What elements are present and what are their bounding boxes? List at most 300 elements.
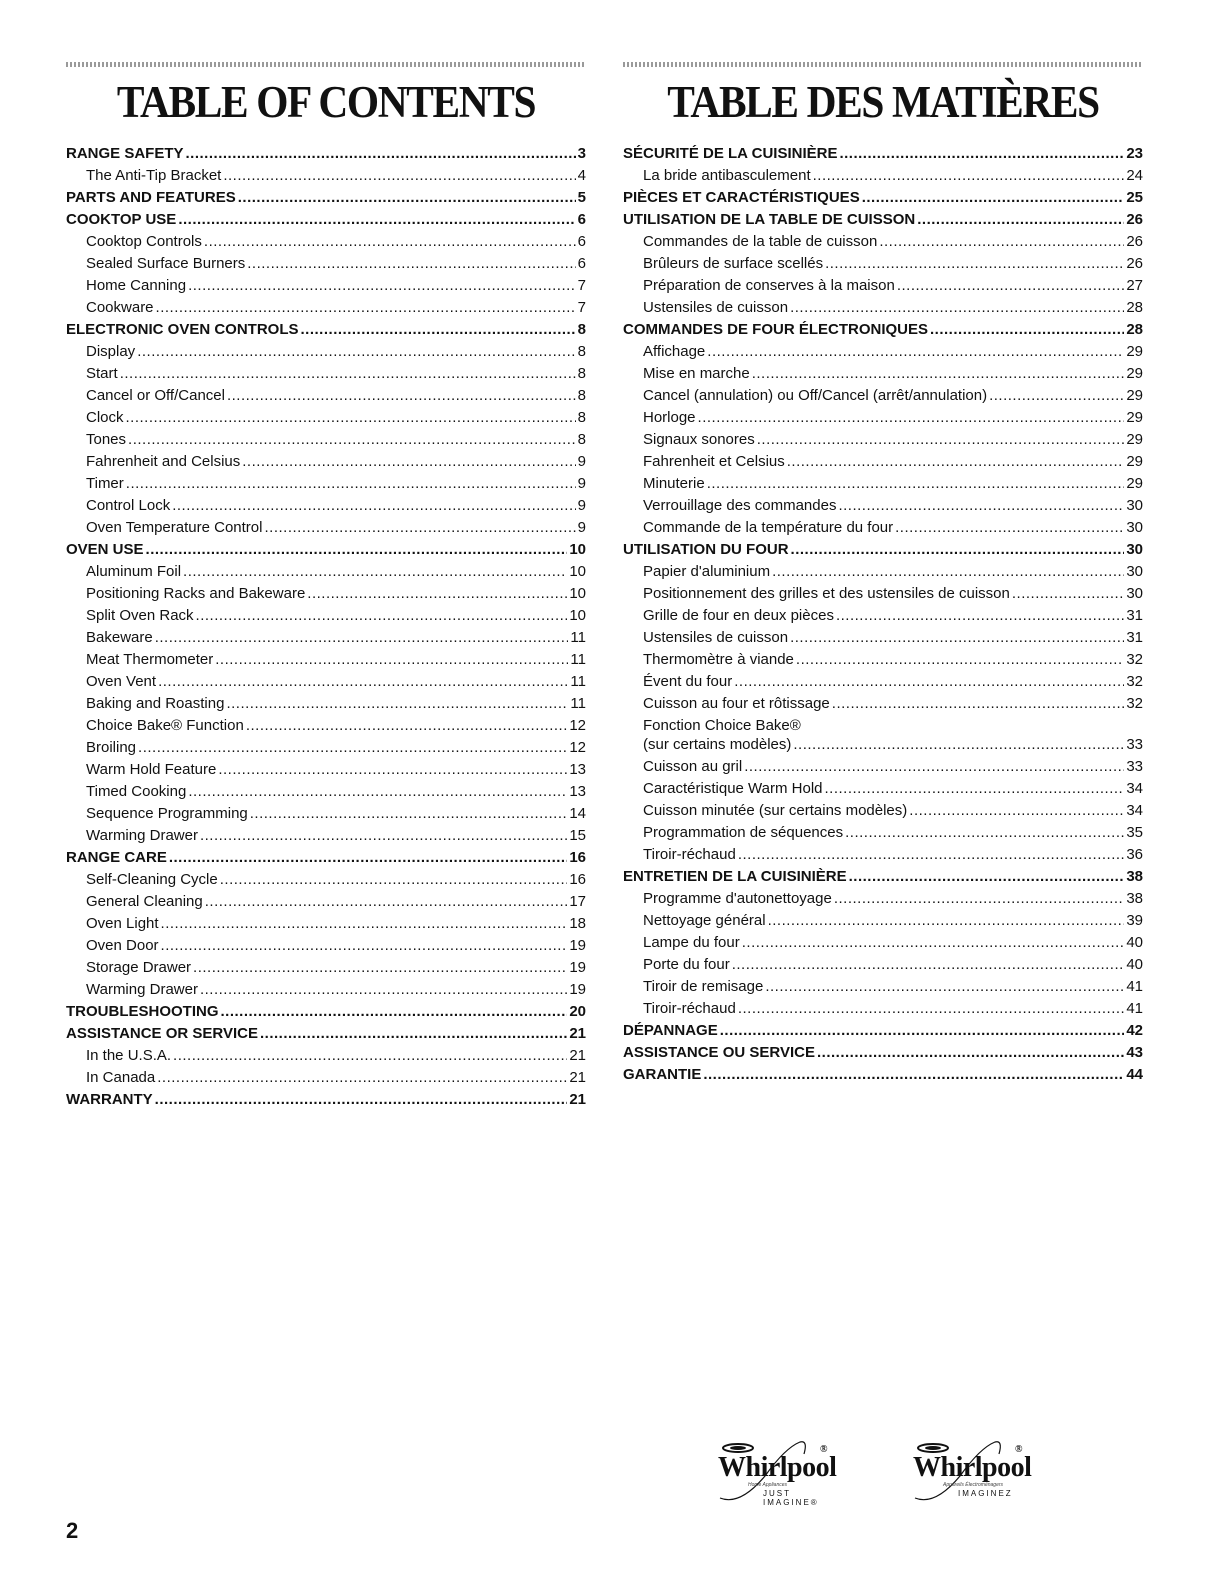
dot-leader <box>193 959 567 976</box>
toc-entry-text: Clock <box>86 409 124 426</box>
toc-subentry <box>623 824 1143 846</box>
toc-subentry <box>66 299 586 321</box>
toc-section-entry <box>66 211 586 233</box>
brand-subline: Home Appliances <box>748 1482 788 1488</box>
toc-page-number: 26 <box>1126 211 1143 228</box>
toc-entry-text: TROUBLESHOOTING <box>66 1003 219 1020</box>
toc-entry-text: Évent du four <box>643 673 733 690</box>
toc-page-number: 11 <box>570 695 586 712</box>
toc-subentry <box>66 805 586 827</box>
brand-tagline: IMAGINEZ <box>958 1489 1013 1498</box>
toc-entry-text: Storage Drawer <box>86 959 192 976</box>
toc-entry-text: WARRANTY <box>66 1091 153 1108</box>
toc-subentry <box>623 717 1143 736</box>
toc-section-entry <box>66 541 586 563</box>
toc-section-entry <box>623 868 1143 890</box>
toc-page-number: 3 <box>577 145 586 162</box>
toc-entry-text: Préparation de conserves à la maison <box>643 277 895 294</box>
toc-section-entry <box>66 1003 586 1025</box>
toc-entry-text: ELECTRONIC OVEN CONTROLS <box>66 321 299 338</box>
toc-subentry <box>66 673 586 695</box>
toc-entry-text: COMMANDES DE FOUR ÉLECTRONIQUES <box>623 321 929 338</box>
toc-entry-text: PARTS AND FEATURES <box>66 189 236 206</box>
toc-page-number: 14 <box>569 805 586 822</box>
dot-leader <box>155 1091 568 1108</box>
top-dotted-rule <box>66 62 586 67</box>
toc-entry-text: COOKTOP USE <box>66 211 177 228</box>
toc-page-number: 12 <box>569 717 586 734</box>
toc-entry-text: Cuisson au gril <box>643 758 743 775</box>
toc-page-number: 28 <box>1126 299 1143 316</box>
toc-entry-text: In Canada <box>86 1069 156 1086</box>
toc-entries-english <box>66 145 586 1113</box>
toc-entry-text: General Cleaning <box>86 893 203 910</box>
toc-page-number: 29 <box>1126 343 1143 360</box>
toc-subentry <box>623 736 1143 758</box>
dot-leader <box>260 1025 567 1042</box>
toc-subentry <box>66 651 586 673</box>
toc-entry-text: UTILISATION DU FOUR <box>623 541 789 558</box>
toc-entry-text: SÉCURITÉ DE LA CUISINIÈRE <box>623 145 838 162</box>
dot-leader <box>836 607 1124 624</box>
toc-page-number: 29 <box>1126 409 1143 426</box>
toc-entry-text: Warm Hold Feature <box>86 761 217 778</box>
toc-subentry <box>623 934 1143 956</box>
toc-page-number: 10 <box>569 563 586 580</box>
toc-subentry <box>623 780 1143 802</box>
dot-leader <box>790 629 1124 646</box>
toc-page-number: 35 <box>1126 824 1143 841</box>
dot-leader <box>703 1066 1124 1083</box>
toc-subentry <box>623 431 1143 453</box>
toc-entry-text: OVEN USE <box>66 541 144 558</box>
toc-page-number: 40 <box>1126 934 1143 951</box>
toc-subentry <box>66 387 586 409</box>
toc-entry-text: Aluminum Foil <box>86 563 182 580</box>
whirlpool-logo-english <box>700 1436 850 1508</box>
toc-entry-text: Cancel or Off/Cancel <box>86 387 225 404</box>
toc-entry-text: Programme d'autonettoyage <box>643 890 832 907</box>
dot-leader <box>849 868 1125 885</box>
toc-subentry <box>623 956 1143 978</box>
dot-leader <box>246 717 568 734</box>
dot-leader <box>188 277 576 294</box>
dot-leader <box>817 1044 1124 1061</box>
toc-page-number: 26 <box>1126 233 1143 250</box>
toc-page-number: 30 <box>1126 541 1143 558</box>
toc-subentry <box>623 387 1143 409</box>
dot-leader <box>205 893 568 910</box>
toc-entry-text: Cooktop Controls <box>86 233 202 250</box>
toc-page-number: 9 <box>577 519 586 536</box>
dot-leader <box>200 981 567 998</box>
brand-wordmark: Whirlpool <box>913 1452 1032 1483</box>
dot-leader <box>161 937 568 954</box>
toc-page-number: 39 <box>1126 912 1143 929</box>
toc-entry-text: Fonction Choice Bake® <box>643 717 801 734</box>
toc-entry-text: Brûleurs de surface scellés <box>643 255 824 272</box>
dot-leader <box>220 871 568 888</box>
toc-entry-text: Split Oven Rack <box>86 607 194 624</box>
toc-subentry <box>66 475 586 497</box>
toc-entry-text: Warming Drawer <box>86 981 198 998</box>
toc-page-number: 8 <box>577 343 586 360</box>
toc-subentry <box>66 585 586 607</box>
toc-entry-text: DÉPANNAGE <box>623 1022 718 1039</box>
toc-entry-text: RANGE CARE <box>66 849 167 866</box>
toc-page-number: 6 <box>577 233 586 250</box>
toc-page-number: 29 <box>1126 475 1143 492</box>
dot-leader <box>238 189 576 206</box>
toc-subentry <box>66 497 586 519</box>
toc-entry-text: Signaux sonores <box>643 431 755 448</box>
dot-leader <box>138 739 567 756</box>
dot-leader <box>838 497 1124 514</box>
dot-leader <box>250 805 568 822</box>
dot-leader <box>126 409 576 426</box>
toc-subentry <box>623 978 1143 1000</box>
toc-entry-text: Cuisson minutée (sur certains modèles) <box>643 802 908 819</box>
dot-leader <box>742 934 1125 951</box>
dot-leader <box>301 321 576 338</box>
toc-entry-text: Minuterie <box>643 475 705 492</box>
dot-leader <box>196 607 568 624</box>
toc-english-column <box>66 62 586 1113</box>
dot-leader <box>155 629 569 646</box>
toc-subentry <box>623 802 1143 824</box>
dot-leader <box>186 145 576 162</box>
toc-entry-text: Papier d'aluminium <box>643 563 771 580</box>
toc-page-number: 42 <box>1126 1022 1143 1039</box>
toc-page-number: 8 <box>577 409 586 426</box>
toc-title-french: TABLE DES MATIÈRES <box>667 77 1099 127</box>
toc-subentry <box>66 607 586 629</box>
dot-leader <box>183 563 567 580</box>
toc-page-number: 7 <box>577 277 586 294</box>
toc-section-entry <box>623 321 1143 343</box>
dot-leader <box>862 189 1125 206</box>
toc-entry-text: Caractéristique Warm Hold <box>643 780 823 797</box>
dot-leader <box>825 255 1124 272</box>
dot-leader <box>732 956 1125 973</box>
page-number: 2 <box>66 1518 79 1543</box>
toc-entry-text: Oven Vent <box>86 673 157 690</box>
toc-subentry <box>66 695 586 717</box>
toc-page-number: 38 <box>1126 890 1143 907</box>
dot-leader <box>813 167 1125 184</box>
toc-entry-text: ASSISTANCE OR SERVICE <box>66 1025 258 1042</box>
toc-entry-text: Positionnement des grilles et des ustensiles de cuisson <box>643 585 1010 602</box>
toc-page-number: 11 <box>570 629 586 646</box>
dot-leader <box>227 387 576 404</box>
registered-mark: ® <box>820 1444 827 1455</box>
toc-entry-text: Porte du four <box>643 956 730 973</box>
toc-page-number: 32 <box>1126 673 1143 690</box>
dot-leader <box>221 1003 568 1020</box>
toc-subentry <box>66 827 586 849</box>
toc-subentry <box>66 343 586 365</box>
toc-french-column <box>623 62 1143 1088</box>
toc-subentry <box>623 497 1143 519</box>
toc-page-number: 5 <box>577 189 586 206</box>
toc-section-entry <box>623 189 1143 211</box>
dot-leader <box>930 321 1124 338</box>
toc-subentry <box>623 890 1143 912</box>
toc-entry-text: Commandes de la table de cuisson <box>643 233 878 250</box>
toc-section-entry <box>623 1066 1143 1088</box>
toc-page-number: 32 <box>1126 695 1143 712</box>
toc-page-number: 13 <box>569 761 586 778</box>
toc-page-number: 32 <box>1126 651 1143 668</box>
dot-leader <box>895 519 1124 536</box>
dot-leader <box>169 849 567 866</box>
toc-section-entry <box>66 849 586 871</box>
dot-leader <box>157 1069 567 1086</box>
toc-entry-text: Self-Cleaning Cycle <box>86 871 218 888</box>
toc-page-number: 9 <box>577 475 586 492</box>
toc-page-number: 12 <box>569 739 586 756</box>
toc-subentry <box>623 365 1143 387</box>
toc-section-entry <box>66 145 586 167</box>
toc-entry-text: Ustensiles de cuisson <box>643 629 789 646</box>
toc-page-number: 20 <box>569 1003 586 1020</box>
dot-leader <box>772 563 1124 580</box>
toc-entry-text: Horloge <box>643 409 696 426</box>
toc-subentry <box>66 629 586 651</box>
toc-page-number: 18 <box>569 915 586 932</box>
toc-page-number: 40 <box>1126 956 1143 973</box>
dot-leader <box>158 673 568 690</box>
toc-page-number: 19 <box>569 959 586 976</box>
toc-page-number: 6 <box>577 255 586 272</box>
toc-page-number: 31 <box>1126 629 1143 646</box>
toc-subentry <box>623 651 1143 673</box>
dot-leader <box>790 299 1124 316</box>
dot-leader <box>834 890 1125 907</box>
toc-page-number: 43 <box>1126 1044 1143 1061</box>
toc-entry-text: Cuisson au four et rôtissage <box>643 695 830 712</box>
toc-page-number: 30 <box>1126 519 1143 536</box>
toc-page-number: 6 <box>577 211 586 228</box>
brand-subline: Appareils Électroménagers <box>943 1482 1004 1488</box>
toc-section-entry <box>66 1091 586 1113</box>
toc-subentry <box>66 981 586 1003</box>
toc-subentry <box>623 673 1143 695</box>
toc-entry-text: Sequence Programming <box>86 805 248 822</box>
toc-page-number: 23 <box>1126 145 1143 162</box>
toc-subentry <box>66 959 586 981</box>
toc-entry-text: Mise en marche <box>643 365 750 382</box>
brand-tagline: JUST IMAGINE® <box>763 1489 819 1507</box>
toc-page-number: 8 <box>577 321 586 338</box>
dot-leader <box>264 519 575 536</box>
dot-leader <box>307 585 567 602</box>
toc-entry-text: Affichage <box>643 343 706 360</box>
toc-page-number: 11 <box>570 673 586 690</box>
toc-page-number: 16 <box>569 871 586 888</box>
toc-entry-text: Tiroir de remisage <box>643 978 764 995</box>
toc-page-number: 11 <box>570 651 586 668</box>
registered-mark: ® <box>1015 1444 1022 1455</box>
toc-page-number: 31 <box>1126 607 1143 624</box>
toc-subentry <box>623 453 1143 475</box>
toc-page-number: 33 <box>1126 758 1143 775</box>
toc-page-number: 41 <box>1126 978 1143 995</box>
dot-leader <box>768 912 1125 929</box>
toc-entry-text: ASSISTANCE OU SERVICE <box>623 1044 815 1061</box>
toc-page-number: 21 <box>569 1025 586 1042</box>
toc-entry-text: Baking and Roasting <box>86 695 225 712</box>
toc-subentry <box>66 871 586 893</box>
toc-subentry <box>66 761 586 783</box>
dot-leader <box>178 211 575 228</box>
toc-subentry <box>66 1047 586 1069</box>
toc-page-number: 10 <box>569 607 586 624</box>
toc-subentry <box>66 783 586 805</box>
toc-page-number: 21 <box>569 1047 586 1064</box>
toc-page-number: 26 <box>1126 255 1143 272</box>
toc-page-number: 29 <box>1126 365 1143 382</box>
dot-leader <box>707 343 1124 360</box>
toc-subentry <box>66 893 586 915</box>
toc-entry-text: Choice Bake® Function <box>86 717 244 734</box>
brand-logos <box>700 1436 1060 1516</box>
dot-leader <box>897 277 1125 294</box>
toc-subentry <box>66 365 586 387</box>
toc-entries-french <box>623 145 1143 1088</box>
toc-section-entry <box>623 1022 1143 1044</box>
dot-leader <box>787 453 1125 470</box>
toc-subentry <box>66 717 586 739</box>
toc-subentry <box>66 937 586 959</box>
toc-page-number: 9 <box>577 497 586 514</box>
toc-title-english: TABLE OF CONTENTS <box>116 77 536 127</box>
toc-page-number: 25 <box>1126 189 1143 206</box>
toc-page-number: 29 <box>1126 431 1143 448</box>
dot-leader <box>793 736 1124 753</box>
toc-subentry <box>623 912 1143 934</box>
toc-entry-text: Broiling <box>86 739 137 756</box>
toc-entry-text: Start <box>86 365 118 382</box>
toc-page-number: 24 <box>1126 167 1143 184</box>
dot-leader <box>917 211 1124 228</box>
toc-page-number: 16 <box>569 849 586 866</box>
toc-section-entry <box>623 211 1143 233</box>
dot-leader <box>204 233 576 250</box>
toc-page-number: 44 <box>1126 1066 1143 1083</box>
dot-leader <box>839 145 1124 162</box>
toc-subentry <box>66 277 586 299</box>
toc-section-entry <box>66 189 586 211</box>
toc-entry-text: Cancel (annulation) ou Off/Cancel (arrêt/annulation) <box>643 387 988 404</box>
toc-subentry <box>623 343 1143 365</box>
toc-subentry <box>66 233 586 255</box>
toc-subentry <box>66 409 586 431</box>
toc-page-number: 8 <box>577 431 586 448</box>
toc-entry-text: Warming Drawer <box>86 827 198 844</box>
toc-subentry <box>66 431 586 453</box>
dot-leader <box>698 409 1125 426</box>
toc-subentry <box>623 277 1143 299</box>
toc-entry-text: Thermomètre à viande <box>643 651 794 668</box>
toc-entry-text: Home Canning <box>86 277 187 294</box>
toc-entry-text: UTILISATION DE LA TABLE DE CUISSON <box>623 211 916 228</box>
dot-leader <box>156 299 576 316</box>
toc-subentry <box>66 1069 586 1091</box>
toc-entry-text: Fahrenheit and Celsius <box>86 453 241 470</box>
toc-subentry <box>623 255 1143 277</box>
toc-page-number: 34 <box>1126 780 1143 797</box>
toc-subentry <box>623 299 1143 321</box>
dot-leader <box>218 761 567 778</box>
toc-subentry <box>66 739 586 761</box>
toc-subentry <box>623 167 1143 189</box>
toc-section-entry <box>66 321 586 343</box>
dot-leader <box>832 695 1125 712</box>
toc-entry-text: Tones <box>86 431 127 448</box>
toc-entry-text: GARANTIE <box>623 1066 702 1083</box>
brand-wordmark: Whirlpool <box>718 1452 837 1483</box>
toc-page-number: 19 <box>569 937 586 954</box>
toc-page-number: 36 <box>1126 846 1143 863</box>
dot-leader <box>744 758 1124 775</box>
toc-section-entry <box>66 1025 586 1047</box>
dot-leader <box>879 233 1124 250</box>
toc-entry-text: (sur certains modèles) <box>643 736 792 753</box>
dot-leader <box>909 802 1124 819</box>
top-dotted-rule <box>623 62 1143 67</box>
dot-leader <box>173 1047 567 1064</box>
toc-page-number: 7 <box>577 299 586 316</box>
toc-page-number: 29 <box>1126 453 1143 470</box>
toc-entry-text: La bride antibasculement <box>643 167 811 184</box>
toc-subentry <box>623 1000 1143 1022</box>
dot-leader <box>172 497 575 514</box>
toc-entry-text: Nettoyage général <box>643 912 766 929</box>
toc-page-number: 8 <box>577 365 586 382</box>
toc-entry-text: RANGE SAFETY <box>66 145 184 162</box>
toc-entry-text: The Anti-Tip Bracket <box>86 167 222 184</box>
toc-subentry <box>66 453 586 475</box>
dot-leader <box>720 1022 1125 1039</box>
toc-page-number: 21 <box>569 1091 586 1108</box>
toc-entry-text: Oven Light <box>86 915 159 932</box>
toc-page-number: 15 <box>569 827 586 844</box>
dot-leader <box>796 651 1124 668</box>
toc-subentry <box>623 233 1143 255</box>
toc-entry-text: Lampe du four <box>643 934 740 951</box>
toc-page-number: 41 <box>1126 1000 1143 1017</box>
dot-leader <box>845 824 1124 841</box>
toc-page-number: 28 <box>1126 321 1143 338</box>
toc-entry-text: Sealed Surface Burners <box>86 255 246 272</box>
dot-leader <box>226 695 568 712</box>
toc-entry-text: Meat Thermometer <box>86 651 214 668</box>
toc-entry-text: Tiroir-réchaud <box>643 1000 736 1017</box>
dot-leader <box>989 387 1124 404</box>
toc-subentry <box>623 563 1143 585</box>
toc-page-number: 4 <box>577 167 586 184</box>
toc-entry-text: Display <box>86 343 136 360</box>
dot-leader <box>825 780 1125 797</box>
dot-leader <box>128 431 576 448</box>
toc-entry-text: Control Lock <box>86 497 171 514</box>
toc-subentry <box>623 629 1143 651</box>
dot-leader <box>765 978 1124 995</box>
toc-page-number: 33 <box>1126 736 1143 753</box>
dot-leader <box>126 475 576 492</box>
toc-section-entry <box>623 541 1143 563</box>
